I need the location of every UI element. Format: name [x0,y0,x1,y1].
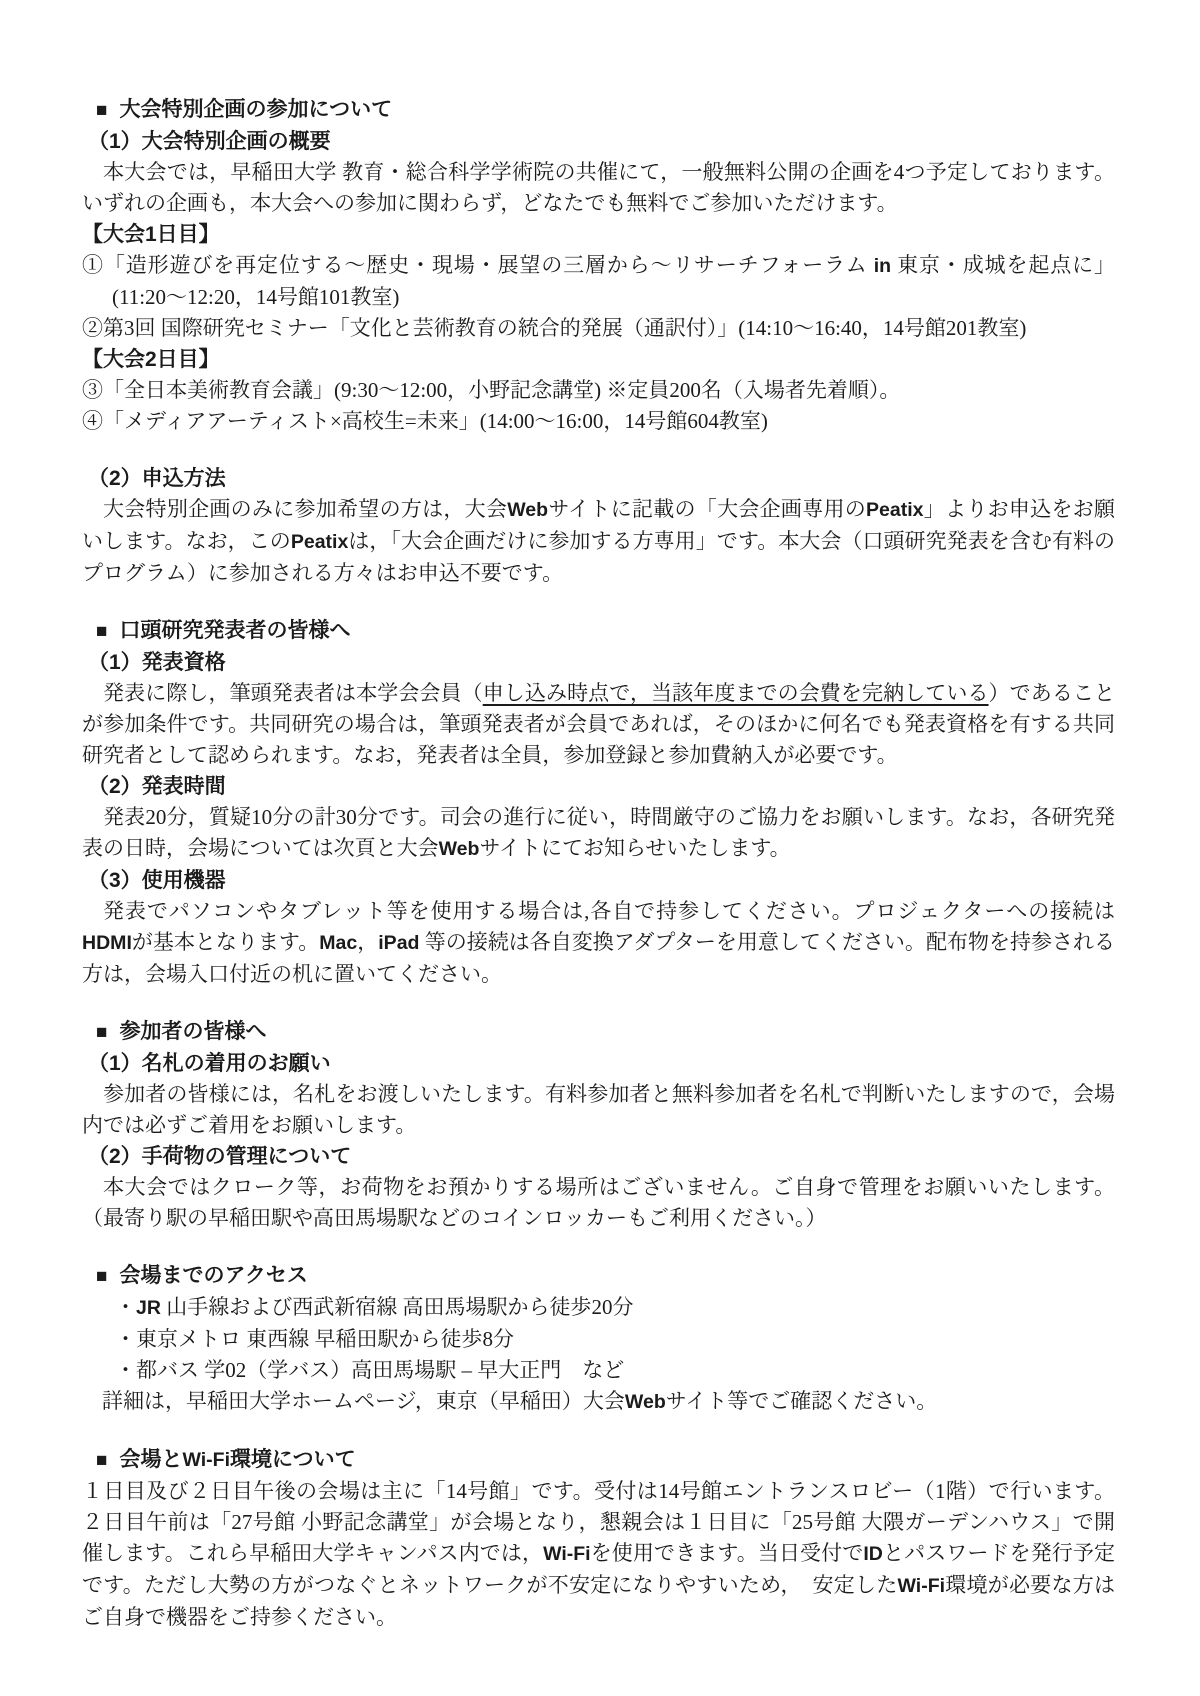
text-run: （2）手荷物の管理について [88,1145,352,1168]
section-heading-oral-presenters [82,615,1115,647]
text-run: （1）名札の着用のお願い [88,1052,331,1075]
text-run: Peatix [866,499,924,521]
text-run: ， [357,930,379,954]
text-run: ）であることが参加条件です。共同研究の場合は，筆頭発表者が会員であれば，そのほかに何名でも発表資格を有する共同研究者として認められます。なお，発表者は全員，参加登録と参加費納入が必要です。 [82,681,1116,767]
program-item-2 [82,313,1115,344]
text-run: iPad [378,932,420,954]
para-application-method [82,494,1115,589]
subheading-baggage [82,1141,1115,1172]
square-bullet-icon: ■ [96,100,108,121]
text-run: （1）発表資格 [88,651,226,674]
text-run: Mac [319,932,358,954]
text-run: 【大会2日目】 [82,348,220,371]
text-run: Web [438,838,480,860]
spacer-1 [82,437,1115,463]
text-run: 環境が必要な方はご自身で機器をご持参ください。 [82,1573,1116,1629]
text-run: 大会特別企画の参加について [119,98,393,121]
text-run: ③「全日本美術教育会議」(9:30～12:00，小野記念講堂) ※定員200名（入場者先着順）。 [82,378,901,402]
text-run: サイトにてお知らせいたします。 [479,836,791,860]
text-run: Wi-Fi [897,1575,946,1597]
text-run: 環境について [230,1448,356,1471]
section-heading-access [82,1260,1115,1292]
access-item-jr [82,1292,1115,1324]
text-run: ・都バス 学02（学バス）高田馬場駅 – 早大正門 など [115,1358,625,1382]
text-run: サイト等でご確認ください。 [665,1389,938,1413]
para-wifi [82,1476,1115,1633]
text-run: サイトに記載の「大会企画専用の [548,497,867,521]
program-item-4 [82,406,1115,437]
text-run: ・東京メトロ 東西線 早稲田駅から徒歩8分 [115,1327,514,1351]
spacer-4 [82,1234,1115,1260]
para-presentation-time [82,802,1115,865]
text-run: ①「造形遊びを再定位する～歴史・現場・展望の三層から～リサーチフォーラム [82,253,874,277]
text-run: 」よりお申込をお願いします。なお，この [82,497,1116,553]
spacer-2 [82,589,1115,615]
access-item-bus [82,1355,1115,1386]
text-run: 発表でパソコンやタブレット等を使用する場合は,各自で持参してください。プロジェクターへの接続は [103,899,1115,923]
access-item-metro [82,1324,1115,1355]
text-run: in [873,255,892,277]
bracket-heading-day1 [82,219,1115,250]
text-run: 詳細は，早稲田大学ホームページ，東京（早稲田）大会 [102,1389,625,1413]
text-run: 本大会ではクローク等，お荷物をお預かりする場所はございません。ご自身で管理をお願いいたします。（最寄り駅の早稲田駅や高田馬場駅などのコインロッカーもご利用ください。） [82,1175,1115,1230]
para-equipment [82,896,1115,990]
text-run: Web [507,499,549,521]
text-run: は，「大会企画だけに参加する方専用」です。本大会（口頭研究発表を含む有料のプログラム）に参加される方々はお申込不要です。 [82,529,1115,585]
text-run: JR [136,1297,161,1319]
para-special-program-overview [82,157,1115,219]
text-run: 参加者の皆様には，名札をお渡しいたします。有料参加者と無料参加者を名札で判断いたしますので，会場内では必ずご着用をお願いします。 [82,1082,1115,1137]
section-heading-participants [82,1016,1115,1048]
spacer-3 [82,990,1115,1016]
program-item-3 [82,375,1115,406]
text-run: 申し込み時点で，当該年度までの会費を完納している [482,681,989,705]
text-run: １日目及び２日目午後の会場は主に「14号館」です。受付は14号館エントランスロビー（1階）で行います。２日目午前は「27号館 小野記念講堂」が会場となり，懇親会は１日目に「25号館 大隈ガーデンハウス」で開催します。これら早稲田大学キャンパス内では， [82,1479,1115,1565]
text-run: 等の接続は各自変換アダプターを用意してください。配布物を持参される方は，会場入口付近の机に置いてください。 [82,930,1115,986]
para-presentation-eligibility [82,678,1115,771]
text-run: Wi-Fi [182,1449,230,1471]
square-bullet-icon: ■ [96,1022,108,1043]
text-run: 口頭研究発表者の皆様へ [119,619,351,642]
para-name-badge [82,1079,1115,1141]
document-content [82,94,1115,1633]
subheading-presentation-eligibility [82,647,1115,678]
text-run: （2）発表時間 [88,775,226,798]
subheading-application-method [82,463,1115,494]
bracket-heading-day2 [82,344,1115,375]
square-bullet-icon: ■ [96,1450,108,1471]
para-baggage [82,1172,1115,1234]
text-run: 会場と [119,1448,183,1471]
text-run: 会場までのアクセス [119,1264,308,1287]
section-heading-special-program [82,94,1115,126]
text-run: 【大会1日目】 [82,223,220,246]
text-run: とパスワードを発行予定です。ただし大勢の方がつなぐとネットワークが不安定になりやすいため， 安定した [82,1541,1116,1597]
text-run: Wi-Fi [543,1543,591,1565]
text-run: 山手線および西武新宿線 高田馬場駅から徒歩20分 [160,1295,634,1319]
square-bullet-icon: ■ [96,1266,108,1287]
text-run: 東京・成城を起点に」(11:20～12:20，14号館101教室) [112,253,1115,309]
text-run: HDMI [82,932,132,954]
program-item-1 [82,250,1115,313]
text-run: ②第3回 国際研究セミナー「文化と芸術教育の統合的発展（通訳付）」(14:10～16:40，14号館201教室) [82,316,1027,340]
section-heading-wifi [82,1444,1115,1476]
subheading-special-program-overview [82,126,1115,157]
text-run: ID [863,1543,883,1565]
spacer-5 [82,1418,1115,1444]
text-run: 本大会では，早稲田大学 教育・総合科学学術院の共催にて，一般無料公開の企画を4つ予定しております。いずれの企画も，本大会への参加に関わらず，どなたでも無料でご参加いただけます。 [82,160,1115,215]
text-run: （1）大会特別企画の概要 [88,130,331,153]
text-run: 発表20分，質疑10分の計30分です。司会の進行に従い，時間厳守のご協力をお願いします。なお，各研究発表の日時，会場については次頁と大会 [82,805,1115,860]
subheading-presentation-time [82,771,1115,802]
para-access-details [82,1386,1115,1418]
text-run: 大会特別企画のみに参加希望の方は，大会 [103,497,508,521]
text-run: Web [624,1391,666,1413]
subheading-equipment [82,865,1115,896]
text-run: Peatix [290,531,349,553]
subheading-name-badge [82,1048,1115,1079]
square-bullet-icon: ■ [96,621,108,642]
text-run: ④「メディアアーティスト×高校生=未来」(14:00～16:00，14号館604教室) [82,409,768,433]
text-run: （3）使用機器 [88,869,226,892]
text-run: ・ [115,1295,136,1319]
text-run: を使用できます。当日受付で [590,1541,864,1565]
text-run: が基本となります。 [131,930,320,954]
text-run: 発表に際し，筆頭発表者は本学会会員（ [103,681,483,705]
text-run: 参加者の皆様へ [119,1020,267,1043]
text-run: （2）申込方法 [88,467,226,490]
